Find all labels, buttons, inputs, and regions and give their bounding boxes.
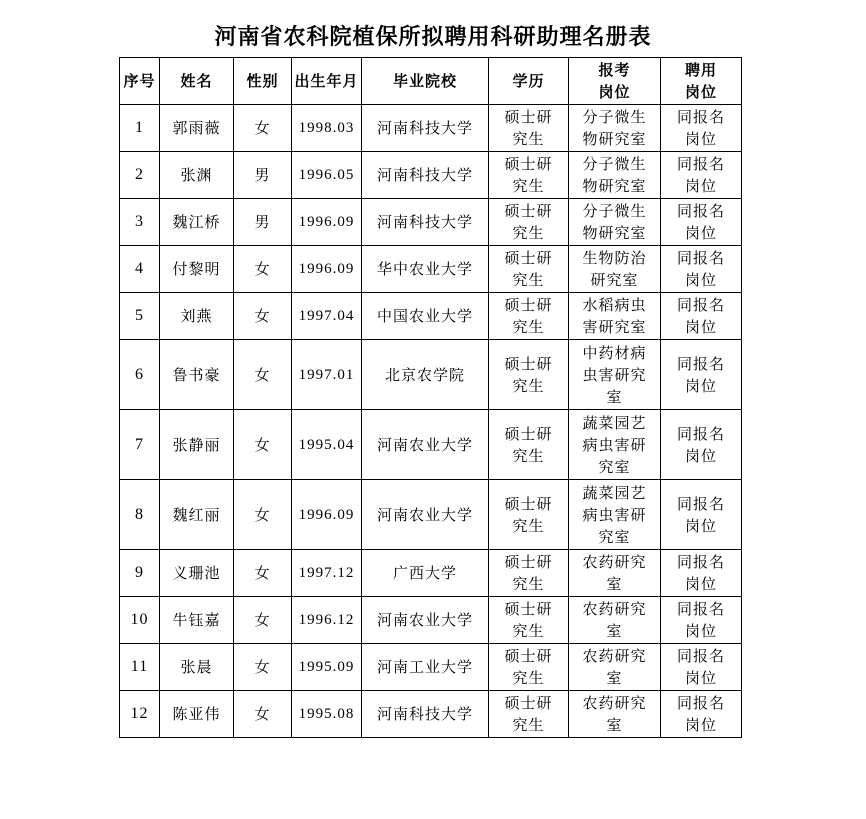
cell-birth: 1996.12 (292, 597, 362, 644)
cell-no: 3 (120, 199, 160, 246)
cell-school: 河南科技大学 (362, 691, 489, 738)
cell-name: 刘燕 (160, 293, 234, 340)
cell-school: 华中农业大学 (362, 246, 489, 293)
cell-birth: 1996.09 (292, 480, 362, 550)
cell-applied-post: 农药研究室 (569, 644, 661, 691)
cell-name: 牛钰嘉 (160, 597, 234, 644)
table-row (120, 152, 742, 199)
cell-school: 河南科技大学 (362, 105, 489, 152)
cell-hired-post: 同报名岗位 (661, 293, 742, 340)
cell-applied-post: 农药研究室 (569, 597, 661, 644)
cell-birth: 1997.01 (292, 340, 362, 410)
cell-hired-post: 同报名岗位 (661, 199, 742, 246)
cell-gender: 男 (234, 199, 292, 246)
cell-school: 河南科技大学 (362, 199, 489, 246)
cell-degree: 硕士研究生 (489, 246, 569, 293)
header-degree: 学历 (489, 58, 569, 105)
cell-hired-post: 同报名岗位 (661, 152, 742, 199)
cell-birth: 1996.09 (292, 246, 362, 293)
cell-hired-post: 同报名岗位 (661, 550, 742, 597)
cell-applied-post: 蔬菜园艺病虫害研究室 (569, 410, 661, 480)
cell-gender: 女 (234, 293, 292, 340)
cell-no: 9 (120, 550, 160, 597)
cell-gender: 女 (234, 550, 292, 597)
cell-applied-post: 分子微生物研究室 (569, 105, 661, 152)
cell-gender: 女 (234, 691, 292, 738)
cell-school: 河南农业大学 (362, 410, 489, 480)
table-row (120, 105, 742, 152)
roster-table (119, 57, 742, 738)
header-gender: 性别 (234, 58, 292, 105)
cell-school: 中国农业大学 (362, 293, 489, 340)
cell-school: 北京农学院 (362, 340, 489, 410)
cell-name: 郭雨薇 (160, 105, 234, 152)
cell-no: 2 (120, 152, 160, 199)
cell-birth: 1997.04 (292, 293, 362, 340)
cell-no: 1 (120, 105, 160, 152)
cell-degree: 硕士研究生 (489, 152, 569, 199)
cell-applied-post: 农药研究室 (569, 691, 661, 738)
cell-degree: 硕士研究生 (489, 597, 569, 644)
cell-birth: 1995.04 (292, 410, 362, 480)
cell-name: 付黎明 (160, 246, 234, 293)
cell-no: 4 (120, 246, 160, 293)
table-row (120, 480, 742, 550)
cell-gender: 男 (234, 152, 292, 199)
cell-no: 10 (120, 597, 160, 644)
cell-applied-post: 农药研究室 (569, 550, 661, 597)
cell-hired-post: 同报名岗位 (661, 340, 742, 410)
cell-applied-post: 中药材病虫害研究室 (569, 340, 661, 410)
cell-hired-post: 同报名岗位 (661, 410, 742, 480)
cell-degree: 硕士研究生 (489, 199, 569, 246)
table-row (120, 246, 742, 293)
cell-birth: 1995.08 (292, 691, 362, 738)
cell-hired-post: 同报名岗位 (661, 105, 742, 152)
cell-birth: 1996.05 (292, 152, 362, 199)
cell-no: 12 (120, 691, 160, 738)
cell-birth: 1998.03 (292, 105, 362, 152)
table-row (120, 644, 742, 691)
table-row (120, 410, 742, 480)
cell-school: 河南科技大学 (362, 152, 489, 199)
cell-gender: 女 (234, 246, 292, 293)
cell-hired-post: 同报名岗位 (661, 246, 742, 293)
cell-name: 鲁书豪 (160, 340, 234, 410)
cell-gender: 女 (234, 480, 292, 550)
cell-school: 广西大学 (362, 550, 489, 597)
cell-degree: 硕士研究生 (489, 644, 569, 691)
cell-hired-post: 同报名岗位 (661, 691, 742, 738)
cell-name: 义珊池 (160, 550, 234, 597)
cell-no: 11 (120, 644, 160, 691)
table-row (120, 293, 742, 340)
cell-name: 张渊 (160, 152, 234, 199)
cell-no: 5 (120, 293, 160, 340)
table-row (120, 199, 742, 246)
cell-birth: 1997.12 (292, 550, 362, 597)
cell-degree: 硕士研究生 (489, 691, 569, 738)
cell-degree: 硕士研究生 (489, 105, 569, 152)
cell-name: 魏红丽 (160, 480, 234, 550)
header-row (120, 58, 742, 105)
cell-hired-post: 同报名岗位 (661, 480, 742, 550)
cell-school: 河南农业大学 (362, 480, 489, 550)
cell-name: 张晨 (160, 644, 234, 691)
cell-degree: 硕士研究生 (489, 293, 569, 340)
table-row (120, 597, 742, 644)
cell-applied-post: 生物防治研究室 (569, 246, 661, 293)
header-birth: 出生年月 (292, 58, 362, 105)
cell-hired-post: 同报名岗位 (661, 597, 742, 644)
cell-degree: 硕士研究生 (489, 340, 569, 410)
header-name: 姓名 (160, 58, 234, 105)
table-row (120, 340, 742, 410)
cell-applied-post: 分子微生物研究室 (569, 152, 661, 199)
header-school: 毕业院校 (362, 58, 489, 105)
cell-degree: 硕士研究生 (489, 410, 569, 480)
header-hired-post: 聘用岗位 (661, 58, 742, 105)
cell-hired-post: 同报名岗位 (661, 644, 742, 691)
cell-no: 7 (120, 410, 160, 480)
cell-birth: 1995.09 (292, 644, 362, 691)
cell-no: 6 (120, 340, 160, 410)
cell-applied-post: 分子微生物研究室 (569, 199, 661, 246)
cell-applied-post: 蔬菜园艺病虫害研究室 (569, 480, 661, 550)
cell-school: 河南农业大学 (362, 597, 489, 644)
cell-name: 陈亚伟 (160, 691, 234, 738)
cell-no: 8 (120, 480, 160, 550)
cell-gender: 女 (234, 410, 292, 480)
cell-name: 魏江桥 (160, 199, 234, 246)
page-title: 河南省农科院植保所拟聘用科研助理名册表 (214, 24, 652, 50)
cell-gender: 女 (234, 597, 292, 644)
cell-gender: 女 (234, 105, 292, 152)
cell-gender: 女 (234, 340, 292, 410)
table-row (120, 691, 742, 738)
cell-gender: 女 (234, 644, 292, 691)
cell-school: 河南工业大学 (362, 644, 489, 691)
table-row (120, 550, 742, 597)
cell-degree: 硕士研究生 (489, 550, 569, 597)
cell-applied-post: 水稻病虫害研究室 (569, 293, 661, 340)
cell-birth: 1996.09 (292, 199, 362, 246)
header-no: 序号 (120, 58, 160, 105)
header-applied-post: 报考岗位 (569, 58, 661, 105)
cell-degree: 硕士研究生 (489, 480, 569, 550)
cell-name: 张静丽 (160, 410, 234, 480)
